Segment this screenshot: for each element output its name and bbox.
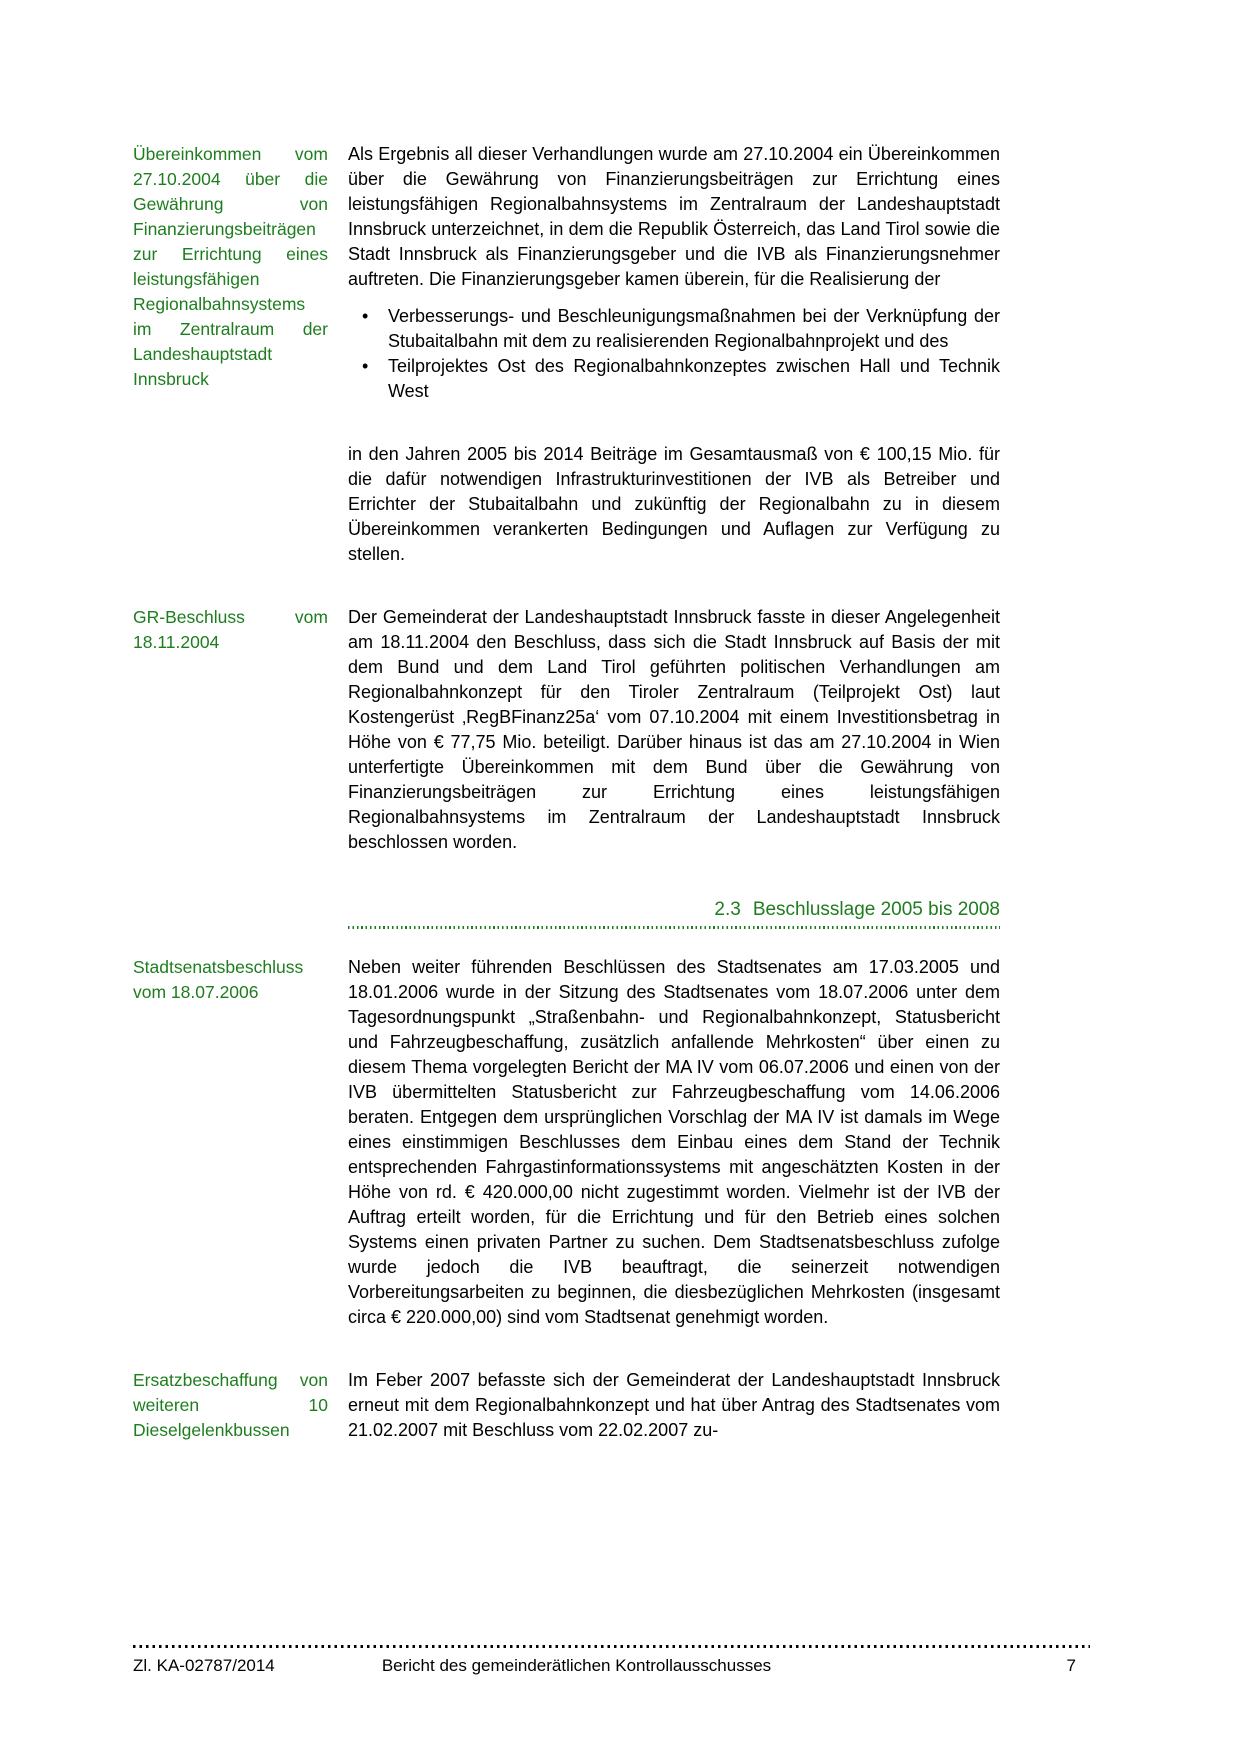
bullet-item: • Teilprojektes Ost des Regionalbahnkonzeptes zwischen Hall und Technik West	[362, 354, 1000, 404]
footer-page-number: 7	[1066, 1656, 1076, 1675]
heading-dotted-rule	[348, 926, 1000, 929]
paragraph-contribution: in den Jahren 2005 bis 2014 Beiträge im Gesamtausmaß von € 100,15 Mio. für die dafür notwendigen Infrastrukturinvestitionen der IVB als Betreiber und Errichter der Stubaitalbahn und zukünftig der Regionalbahn zu in diesem Übereinkommen verankerten Bedingungen und Auflagen zur Verfügung zu stellen.	[348, 444, 1000, 564]
section-replacement-body	[348, 1368, 1000, 1443]
paragraph-replacement: Im Feber 2007 befasste sich der Gemeinderat der Landeshauptstadt Innsbruck erneut mit dem Regionalbahnkonzept und hat über Antrag des Stadtsenates vom 21.02.2007 mit Beschluss vom 22.02.2007 zu-	[348, 1370, 1000, 1440]
margin-note-agreement: Übereinkommen vom 27.10.2004 über die Gewährung von Finanzierungsbeiträgen zur Errichtung eines leistungsfähigen Regionalbahnsystems im Zentralraum der Landeshauptstadt Innsbruck	[133, 144, 328, 389]
footer-dotted-rule	[133, 1645, 1090, 1648]
section-gr-decision	[133, 605, 1090, 855]
section-gr-decision-body	[348, 605, 1000, 855]
margin-note-senate-decision: Stadtsenatsbeschluss vom 18.07.2006	[133, 957, 304, 1002]
section-replacement	[133, 1368, 1090, 1443]
agreement-bullet-list	[348, 304, 1000, 404]
section-heading-label: Beschlusslage 2005 bis 2008	[752, 899, 1000, 920]
margin-note-gr-decision: GR-Beschluss vom 18.11.2004	[133, 607, 328, 652]
paragraph-senate-decision: Neben weiter führenden Beschlüssen des Stadtsenates am 17.03.2005 und 18.01.2006 wurde in der Sitzung des Stadtsenates vom 18.07.2006 unter dem Tagesordnungspunkt „Straßenbahn- und Regionalbahnkonzept, Statusbericht und Fahrzeugbeschaffung, zusätzlich anfallende Mehrkosten“ über einen zu diesem Thema vorgelegten Bericht der MA IV vom 06.07.2006 und einen von der IVB übermittelten Statusbericht zur Fahrzeugbeschaffung vom 14.06.2006 beraten. Entgegen dem ursprünglichen Vorschlag der MA IV ist damals im Wege eines einstimmigen Beschlusses dem Einbau eines dem Stand der Technik entsprechenden Fahrgastinformationssystems mit angeschätzten Kosten in der Höhe von rd. € 420.000,00 nicht zugestimmt worden. Vielmehr ist der IVB der Auftrag erteilt worden, für die Errichtung und für den Betrieb eines solchen Systems einen privaten Partner zu suchen. Dem Stadtsenatsbeschluss zufolge wurde jedoch die IVB beauftragt, die seinerzeit notwendigen Vorbereitungsarbeiten zu beginnen, die diesbezüglichen Mehrkosten (insgesamt circa € 220.000,00) sind vom Stadtsenat genehmigt worden.	[348, 957, 1000, 1327]
section-heading-2-3	[348, 897, 1000, 923]
footer-report-title: Bericht des gemeinderätlichen Kontrollausschusses	[381, 1656, 772, 1675]
section-senate-decision	[133, 955, 1090, 1330]
section-agreement	[133, 142, 1090, 567]
bullet-item: • Verbesserungs- und Beschleunigungsmaßnahmen bei der Verknüpfung der Stubaitalbahn mit dem zu realisierenden Regionalbahnprojekt und des	[362, 304, 1000, 354]
paragraph-agreement-intro: Als Ergebnis all dieser Verhandlungen wurde am 27.10.2004 ein Übereinkommen über die Gewährung von Finanzierungsbeiträgen zur Errichtung eines leistungsfähigen Regionalbahnsystems im Zentralraum der Landeshauptstadt Innsbruck unterzeichnet, in dem die Republik Österreich, das Land Tirol sowie die Stadt Innsbruck als Finanzierungsgeber und die IVB als Finanzierungsnehmer auftreten. Die Finanzierungsgeber kamen überein, für die Realisierung der	[348, 144, 1000, 289]
section-heading-number: 2.3	[714, 899, 741, 920]
margin-note-replacement: Ersatzbeschaffung von weiteren 10 Dieselgelenkbussen	[133, 1370, 328, 1440]
footer-reference-number: Zl. KA-02787/2014	[133, 1656, 275, 1675]
page-footer	[133, 1645, 1090, 1677]
page-content	[133, 142, 1090, 1443]
paragraph-gr-decision: Der Gemeinderat der Landeshauptstadt Innsbruck fasste in dieser Angelegenheit am 18.11.2004 den Beschluss, dass sich die Stadt Innsbruck auf Basis der mit dem Bund und dem Land Tirol geführten politischen Verhandlungen am Regionalbahnkonzept für den Tiroler Zentralraum (Teilprojekt Ost) laut Kostengerüst ‚RegBFinanz25a‘ vom 07.10.2004 mit einem Investitionsbetrag in Höhe von € 77,75 Mio. beteiligt. Darüber hinaus ist das am 27.10.2004 in Wien unterfertigte Übereinkommen mit dem Bund über die Gewährung von Finanzierungsbeiträgen zur Errichtung eines leistungsfähigen Regionalbahnsystems im Zentralraum der Landeshauptstadt Innsbruck beschlossen worden.	[348, 607, 1000, 852]
section-agreement-body	[348, 142, 1000, 567]
section-senate-decision-body	[348, 955, 1000, 1330]
footer-row	[133, 1655, 1090, 1677]
